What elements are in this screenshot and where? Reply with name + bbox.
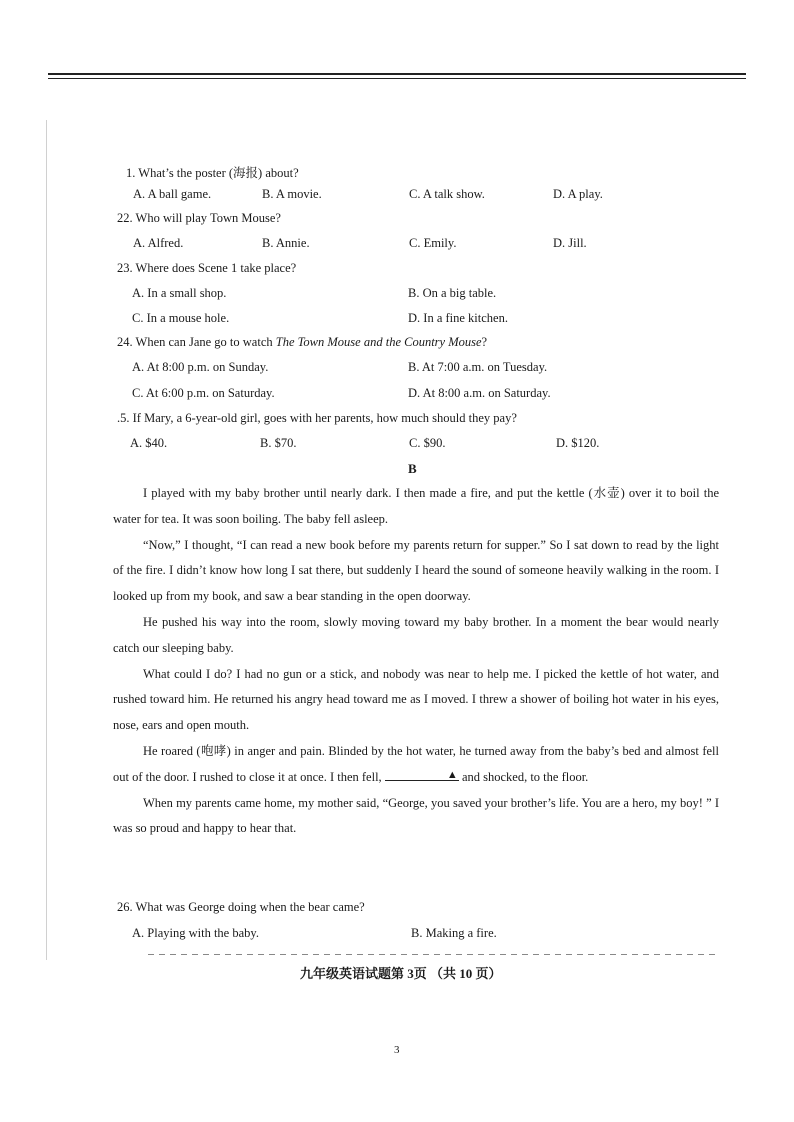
q24-option-a: A. At 8:00 p.m. on Sunday.: [132, 360, 269, 374]
q21-option-a: A. A ball game.: [133, 187, 212, 201]
question-23-stem: 23. Where does Scene 1 take place?: [117, 261, 297, 275]
paragraph-6: When my parents came home, my mother said, “George, you saved your brother’s life. You are a hero, my boy! ” I was so proud and happy to hear that.: [113, 795, 719, 836]
paragraph-5: [113, 739, 719, 791]
page-number: 3: [394, 1044, 400, 1056]
page-footer: 九年级英语试题第 3页 （共 10 页）: [300, 966, 502, 981]
q22-option-c: C. Emily.: [409, 236, 457, 250]
paragraph-5-after: and shocked, to the floor.: [458, 769, 589, 784]
q25-option-c: C. $90.: [409, 436, 446, 450]
section-b-heading: B: [408, 461, 417, 476]
passage: [113, 481, 719, 842]
q23-option-d: D. In a fine kitchen.: [408, 311, 508, 325]
question-21-stem: 1. What’s the poster (海报) about?: [126, 166, 299, 180]
q21-option-c: C. A talk show.: [409, 187, 485, 201]
q26-option-b: B. Making a fire.: [411, 926, 497, 940]
q22-option-a: A. Alfred.: [133, 236, 184, 250]
paragraph-1: I played with my baby brother until nearly dark. I then made a fire, and put the kettle (水壶) over it to boil the water for tea. It was soon boiling. The baby fell asleep.: [113, 486, 719, 526]
q23-option-a: A. In a small shop.: [132, 286, 227, 300]
q24-stem-title: The Town Mouse and the Country Mouse: [275, 335, 482, 349]
q25-option-d: D. $120.: [556, 436, 600, 450]
question-25-stem: .5. If Mary, a 6-year-old girl, goes with her parents, how much should they pay?: [117, 411, 517, 425]
paragraph-2: “Now,” I thought, “I can read a new book before my parents return for supper.” So I sat down to read by the light of the fire. I didn’t know how long I sat there, but suddenly I heard the sound of someone heavily walking in the room. I looked up from my book, and saw a bear standing in the open doorway.: [113, 537, 719, 604]
header-rule-top: [48, 73, 746, 75]
q21-option-b: B. A movie.: [262, 187, 322, 201]
paragraph-5-before: He roared (咆哮) in anger and pain. Blinded by the hot water, he turned away from the baby’s bed and almost fell out of the door. I rushed to close it at once. I then fell,: [113, 743, 719, 784]
q22-option-d: D. Jill.: [553, 236, 587, 250]
q24-option-b: B. At 7:00 a.m. on Tuesday.: [408, 360, 548, 374]
q25-option-a: A. $40.: [130, 436, 168, 450]
q21-option-d: D. A play.: [553, 187, 603, 201]
q24-option-c: C. At 6:00 p.m. on Saturday.: [132, 386, 275, 400]
q25-option-b: B. $70.: [260, 436, 297, 450]
q26-option-a: A. Playing with the baby.: [132, 926, 259, 940]
question-22-stem: 22. Who will play Town Mouse?: [117, 211, 281, 225]
scan-dashed-line: [148, 954, 718, 955]
q22-option-b: B. Annie.: [262, 236, 310, 250]
scan-edge: [46, 120, 47, 960]
question-26-stem: 26. What was George doing when the bear came?: [117, 900, 365, 914]
q23-option-c: C. In a mouse hole.: [132, 311, 230, 325]
paragraph-3: He pushed his way into the room, slowly moving toward my baby brother. In a moment the bear would nearly catch our sleeping baby.: [113, 614, 719, 655]
header-rule-bottom: [48, 78, 746, 79]
triangle-marker: ▲: [446, 768, 458, 781]
answer-blank: [385, 766, 459, 781]
q24-option-d: D. At 8:00 a.m. on Saturday.: [408, 386, 551, 400]
question-24-stem: [117, 335, 487, 350]
q23-option-b: B. On a big table.: [408, 286, 497, 300]
q24-stem-prefix: 24. When can Jane go to watch: [117, 335, 276, 349]
q24-stem-suffix: ?: [481, 335, 488, 349]
paragraph-4: What could I do? I had no gun or a stick, and nobody was near to help me. I picked the kettle of hot water, and rushed toward him. He returned his angry head toward me as I moved. I threw a shower of boiling hot water in his eyes, nose, ears and open mouth.: [113, 666, 719, 733]
